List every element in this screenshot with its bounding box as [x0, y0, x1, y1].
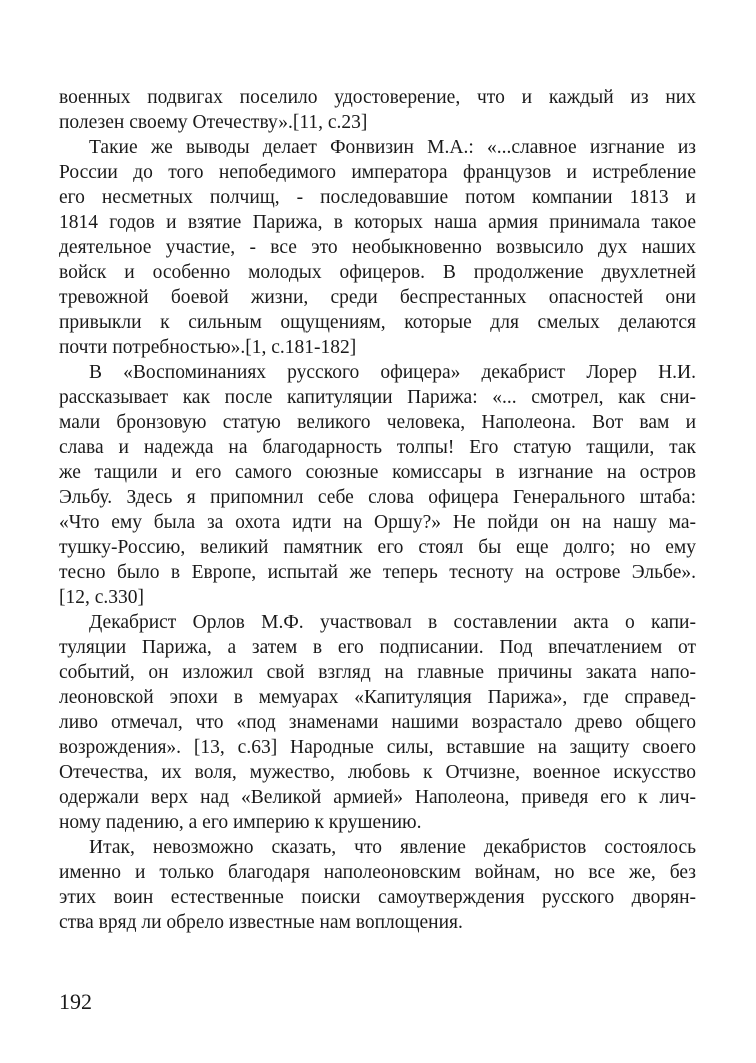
text-line: 1814 годов и взятие Парижа, в которых наша армия принимала такое [59, 212, 696, 233]
text-line: Итак, невозможно сказать, что явление декабристов состоялось [89, 837, 696, 858]
paragraph-3 [59, 360, 696, 610]
paragraph-2 [59, 135, 696, 360]
text-line: тушку-Россию, великий памятник его стоял бы еще долго; но ему [59, 537, 696, 558]
text-line: возрождения». [13, с.63] Народные силы, вставшие на защиту своего [59, 737, 696, 758]
text-line: войск и особенно молодых офицеров. В продолжение двухлетней [59, 262, 696, 283]
paragraph-5 [59, 835, 696, 935]
text-line: же тащили и его самого союзные комиссары в изгнание на остров [59, 462, 696, 483]
text-line: В «Воспоминаниях русского офицера» декабрист Лорер Н.И. [89, 362, 696, 383]
page-body [59, 85, 696, 935]
text-line: почти потребностью».[1, с.181-182] [59, 337, 357, 358]
text-line: тесно было в Европе, испытай же теперь тесноту на острове Эльбе». [59, 562, 696, 583]
text-line: [12, с.330] [59, 587, 145, 608]
text-line: ному падению, а его империю к крушению. [59, 812, 422, 833]
text-line: «Что ему была за охота идти на Оршу?» Не пойди он на нашу ма- [59, 512, 696, 533]
text-line: Декабрист Орлов М.Ф. участвовал в составлении акта о капи- [89, 612, 696, 633]
text-line: событий, он изложил свой взгляд на главные причины заката напо- [59, 662, 696, 683]
text-line: Эльбу. Здесь я припомнил себе слова офицера Генерального штаба: [59, 487, 696, 508]
text-line: рассказывает как после капитуляции Парижа: «... смотрел, как сни- [59, 387, 696, 408]
text-line: Такие же выводы делает Фонвизин М.А.: «...славное изгнание из [89, 137, 696, 158]
text-line: ливо отмечал, что «под знаменами нашими возрастало древо общего [59, 712, 696, 733]
text-line: военных подвигах поселило удостоверение, что и каждый из них [59, 87, 696, 108]
page-number: 192 [59, 989, 92, 1014]
paragraph-4 [59, 610, 696, 835]
text-line: мали бронзовую статую великого человека, Наполеона. Вот вам и [59, 412, 696, 433]
text-line: его несметных полчищ, - последовавшие потом компании 1813 и [59, 187, 696, 208]
text-line: именно и только благодаря наполеоновским войнам, но все же, без [59, 862, 696, 883]
paragraph-1 [59, 85, 696, 135]
text-line: туляции Парижа, а затем в его подписании. Под впечатлением от [59, 637, 696, 658]
text-line: тревожной боевой жизни, среди беспрестанных опасностей они [59, 287, 696, 308]
text-line: привыкли к сильным ощущениям, которые для смелых делаются [59, 312, 696, 333]
text-line: леоновской эпохи в мемуарах «Капитуляция Парижа», где справед- [59, 687, 696, 708]
text-line: слава и надежда на благодарность толпы! Его статую тащили, так [59, 437, 696, 458]
text-line: ства вряд ли обрело известные нам воплощения. [59, 912, 463, 933]
text-line: Отечества, их воля, мужество, любовь к Отчизне, военное искусство [59, 762, 696, 783]
text-line: деятельное участие, - все это необыкновенно возвысило дух наших [59, 237, 696, 258]
text-line: России до того непобедимого императора французов и истребление [59, 162, 696, 183]
text-line: одержали верх над «Великой армией» Наполеона, приведя его к лич- [59, 787, 696, 808]
text-line: этих воин естественные поиски самоутверждения русского дворян- [59, 887, 696, 908]
text-line: полезен своему Отечеству».[11, с.23] [59, 112, 368, 133]
